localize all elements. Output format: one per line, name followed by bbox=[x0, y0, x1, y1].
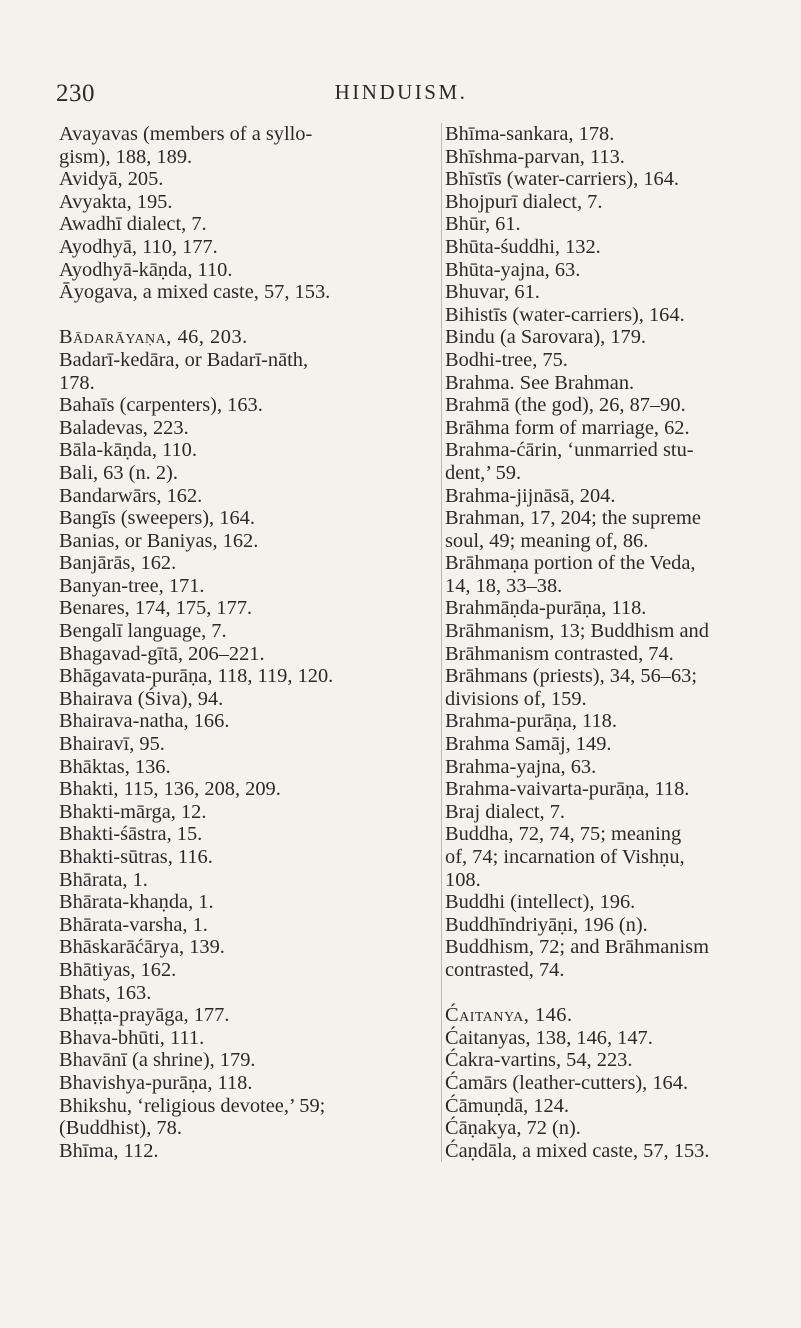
index-entry bbox=[445, 620, 797, 665]
index-entry-line: Brahma-ćārin, ‘unmarried stu- bbox=[445, 439, 694, 462]
index-entry-line: Bhairavī, 95. bbox=[59, 733, 165, 756]
index-entry bbox=[445, 1004, 797, 1027]
index-entry-line: Bhīma, 112. bbox=[59, 1139, 159, 1162]
index-entry-line: Ćāṇakya, 72 (n). bbox=[445, 1117, 581, 1140]
index-entry-line: Brahma-yajna, 63. bbox=[445, 755, 597, 778]
index-entry bbox=[445, 1095, 797, 1118]
index-entry bbox=[59, 914, 427, 937]
index-entry bbox=[59, 326, 427, 349]
index-entry bbox=[445, 349, 797, 372]
index-entry-line: Bhojpurī dialect, 7. bbox=[445, 190, 603, 213]
index-entry bbox=[445, 372, 797, 395]
index-entry-line: Brāhmanism, 13; Buddhism and bbox=[445, 620, 709, 643]
index-entry bbox=[59, 349, 427, 394]
index-entry-line: Bhūta-śuddhi, 132. bbox=[445, 235, 601, 258]
index-entry bbox=[59, 1049, 427, 1072]
index-entry bbox=[59, 710, 427, 733]
index-entry bbox=[59, 213, 427, 236]
index-entry bbox=[59, 575, 427, 598]
index-entry bbox=[59, 281, 427, 304]
index-entry-line: Bhairava-natha, 166. bbox=[59, 710, 230, 733]
index-entry-line: Bhāskarāćārya, 139. bbox=[59, 936, 225, 959]
index-entry-line: Buddhi (intellect), 196. bbox=[445, 891, 636, 914]
index-entry bbox=[445, 891, 797, 914]
index-entry-line: Bhūr, 61. bbox=[445, 213, 521, 236]
index-entry bbox=[59, 552, 427, 575]
index-entry-line: Bhārata-khaṇda, 1. bbox=[59, 891, 214, 914]
index-entry-line: Ćāmuṇdā, 124. bbox=[445, 1094, 570, 1117]
index-entry-line: Banias, or Baniyas, 162. bbox=[59, 529, 259, 552]
index-entry bbox=[59, 597, 427, 620]
index-entry-line: Ćamārs (leather-cutters), 164. bbox=[445, 1071, 689, 1094]
index-entry-line: Avidyā, 205. bbox=[59, 168, 164, 191]
index-entry-line: Bangīs (sweepers), 164. bbox=[59, 507, 255, 530]
index-entry bbox=[445, 439, 797, 484]
index-entry-line: Avayavas (members of a syllo- bbox=[59, 123, 313, 145]
index-entry bbox=[59, 394, 427, 417]
index-entry bbox=[59, 891, 427, 914]
index-entry-line: 178. bbox=[59, 371, 95, 394]
index-entry-line: Bhairava (Śiva), 94. bbox=[59, 687, 224, 710]
index-entry-line: Banjārās, 162. bbox=[59, 552, 177, 575]
index-entry-line: Buddhism, 72; and Brāhmanism bbox=[445, 936, 709, 959]
index-entry-line: Bandarwārs, 162. bbox=[59, 484, 203, 507]
index-entry bbox=[59, 869, 427, 892]
index-entry-line: divisions of, 159. bbox=[445, 687, 587, 710]
index-entry-line: Brahma-jijnāsā, 204. bbox=[445, 484, 616, 507]
index-entry-line: soul, 49; meaning of, 86. bbox=[445, 529, 649, 552]
index-entry bbox=[445, 1117, 797, 1140]
index-entry bbox=[59, 485, 427, 508]
index-entry-line: Banyan-tree, 171. bbox=[59, 574, 205, 597]
index-entry-line: (Buddhist), 78. bbox=[59, 1117, 182, 1140]
index-entry-line: Bindu (a Sarovara), 179. bbox=[445, 326, 647, 349]
index-entry-line: Bhavishya-purāṇa, 118. bbox=[59, 1071, 253, 1094]
index-entry-line: Bhikshu, ‘religious devotee,’ 59; bbox=[59, 1094, 326, 1117]
index-entry bbox=[445, 123, 797, 146]
index-entry-line: Brahmāṇda-purāṇa, 118. bbox=[445, 597, 647, 620]
index-entry-line: Bihistīs (water-carriers), 164. bbox=[445, 303, 685, 326]
index-entry-line: Ćaitanya, 146. bbox=[445, 1004, 573, 1027]
index-entry bbox=[59, 778, 427, 801]
index-entry-line: Bhakti, 115, 136, 208, 209. bbox=[59, 778, 281, 801]
index-entry-line: Bhātiyas, 162. bbox=[59, 958, 177, 981]
index-entry-line: 14, 18, 33–38. bbox=[445, 574, 563, 597]
index-entry-line: Bhīma-sankara, 178. bbox=[445, 123, 615, 145]
index-entry-line: Bhakti-mārga, 12. bbox=[59, 800, 207, 823]
index-entry bbox=[59, 1004, 427, 1027]
index-entry bbox=[445, 665, 797, 710]
index-entry-line: Bhavānī (a shrine), 179. bbox=[59, 1049, 256, 1072]
index-entry-line: Awadhī dialect, 7. bbox=[59, 213, 207, 236]
index-entry-line: Bhava-bhūti, 111. bbox=[59, 1026, 205, 1049]
index-entry-line: Bhakti-śāstra, 15. bbox=[59, 823, 203, 846]
running-title: HINDUISM. bbox=[334, 80, 468, 104]
index-entry bbox=[59, 801, 427, 824]
index-entry bbox=[445, 304, 797, 327]
index-entry bbox=[59, 756, 427, 779]
index-entry-line: Ayodhyā-kāṇda, 110. bbox=[59, 258, 233, 281]
index-entry bbox=[59, 1140, 427, 1163]
index-entry bbox=[445, 1072, 797, 1095]
index-entry bbox=[445, 485, 797, 508]
index-entry bbox=[445, 507, 797, 552]
index-entry bbox=[59, 936, 427, 959]
index-entry-line: Brahman, 17, 204; the supreme bbox=[445, 507, 701, 530]
index-entry bbox=[59, 259, 427, 282]
index-entry bbox=[445, 914, 797, 937]
index-entry-line: contrasted, 74. bbox=[445, 958, 565, 981]
index-entry-line: Brahma. See Brahman. bbox=[445, 371, 635, 394]
index-entry-line: Bhārata-varsha, 1. bbox=[59, 913, 208, 936]
index-entry bbox=[445, 281, 797, 304]
index-entry bbox=[445, 756, 797, 779]
index-entry-line: Bhats, 163. bbox=[59, 981, 152, 1004]
index-entry bbox=[59, 846, 427, 869]
index-entry-line: 108. bbox=[445, 868, 481, 891]
index-entry bbox=[59, 643, 427, 666]
index-entry-line: Bhuvar, 61. bbox=[445, 281, 540, 304]
index-entry bbox=[445, 213, 797, 236]
index-entry-line: Bahaīs (carpenters), 163. bbox=[59, 394, 263, 417]
index-entry bbox=[445, 710, 797, 733]
index-entry bbox=[445, 733, 797, 756]
index-entry-line: Bhīshma-parvan, 113. bbox=[445, 145, 625, 168]
section-gap bbox=[445, 982, 797, 1005]
section-gap bbox=[59, 304, 427, 327]
index-entry-line: Brāhmans (priests), 34, 56–63; bbox=[445, 665, 698, 688]
index-entry bbox=[59, 462, 427, 485]
index-entry-line: Brāhmaṇa portion of the Veda, bbox=[445, 552, 696, 575]
index-entry bbox=[59, 620, 427, 643]
index-entry bbox=[59, 439, 427, 462]
index-entry-line: dent,’ 59. bbox=[445, 461, 522, 484]
page-header bbox=[56, 80, 746, 114]
index-entry bbox=[59, 191, 427, 214]
index-entry bbox=[445, 1049, 797, 1072]
index-entry-line: Bali, 63 (n. 2). bbox=[59, 461, 178, 484]
index-entry bbox=[59, 733, 427, 756]
index-entry bbox=[445, 1027, 797, 1050]
index-entry bbox=[59, 507, 427, 530]
index-entry bbox=[59, 688, 427, 711]
index-entry bbox=[445, 823, 797, 891]
index-entry bbox=[59, 823, 427, 846]
index-entry-line: Braj dialect, 7. bbox=[445, 800, 566, 823]
index-entry bbox=[445, 936, 797, 981]
index-entry-line: Brahma-vaivarta-purāṇa, 118. bbox=[445, 778, 690, 801]
index-entry bbox=[59, 665, 427, 688]
index-entry bbox=[59, 168, 427, 191]
index-entry bbox=[445, 1140, 797, 1163]
index-entry-line: Benares, 174, 175, 177. bbox=[59, 597, 253, 620]
index-entry-line: Bādarāyaṇa, 46, 203. bbox=[59, 326, 248, 349]
index-entry-line: Bhāgavata-purāṇa, 118, 119, 120. bbox=[59, 665, 334, 688]
index-entry bbox=[59, 1027, 427, 1050]
index-entry-line: Brahmā (the god), 26, 87–90. bbox=[445, 394, 686, 417]
index-entry bbox=[59, 123, 427, 168]
index-column-left bbox=[59, 123, 427, 1162]
index-entry bbox=[445, 236, 797, 259]
index-entry bbox=[445, 417, 797, 440]
index-entry-line: Bhārata, 1. bbox=[59, 868, 148, 891]
page-number: 230 bbox=[56, 80, 95, 107]
index-entry-line: Brahma Samāj, 149. bbox=[445, 733, 612, 756]
index-entry bbox=[445, 552, 797, 597]
index-entry-line: Bengalī language, 7. bbox=[59, 620, 227, 643]
index-entry-line: Bodhi-tree, 75. bbox=[445, 348, 568, 371]
index-entry-line: Ćaṇdāla, a mixed caste, 57, 153. bbox=[445, 1139, 710, 1162]
index-entry bbox=[445, 326, 797, 349]
index-entry-line: Bāla-kāṇda, 110. bbox=[59, 439, 197, 462]
index-entry bbox=[445, 597, 797, 620]
index-entry-line: Buddhīndriyāṇi, 196 (n). bbox=[445, 913, 648, 936]
index-entry-line: Bhūta-yajna, 63. bbox=[445, 258, 581, 281]
index-entry-line: Brāhmanism contrasted, 74. bbox=[445, 642, 674, 665]
index-entry-line: Āyogava, a mixed caste, 57, 153. bbox=[59, 281, 331, 304]
index-entry bbox=[59, 1095, 427, 1140]
index-entry bbox=[59, 530, 427, 553]
index-entry-line: Buddha, 72, 74, 75; meaning bbox=[445, 823, 682, 846]
index-entry-line: Baladevas, 223. bbox=[59, 416, 189, 439]
index-entry bbox=[445, 168, 797, 191]
index-entry bbox=[445, 778, 797, 801]
index-entry-line: Badarī-kedāra, or Badarī-nāth, bbox=[59, 348, 309, 371]
index-entry bbox=[445, 259, 797, 282]
index-entry-line: Ćakra-vartins, 54, 223. bbox=[445, 1049, 633, 1072]
index-entry-line: Ćaitanyas, 138, 146, 147. bbox=[445, 1026, 653, 1049]
index-entry-line: Avyakta, 195. bbox=[59, 190, 173, 213]
index-entry-line: Ayodhyā, 110, 177. bbox=[59, 235, 218, 258]
index-entry bbox=[59, 417, 427, 440]
index-entry-line: of, 74; incarnation of Vishṇu, bbox=[445, 846, 685, 868]
index-entry-line: Brahma-purāṇa, 118. bbox=[445, 710, 617, 733]
index-entry bbox=[445, 146, 797, 169]
index-entry-line: Bhagavad-gītā, 206–221. bbox=[59, 642, 265, 665]
index-entry bbox=[59, 959, 427, 982]
index-entry-line: Bhāktas, 136. bbox=[59, 755, 171, 778]
index-entry bbox=[445, 394, 797, 417]
index-entry-line: Brāhma form of marriage, 62. bbox=[445, 416, 690, 439]
index-entry-line: Bhakti-sūtras, 116. bbox=[59, 846, 213, 868]
index-entry bbox=[59, 982, 427, 1005]
index-entry bbox=[445, 801, 797, 824]
index-entry-line: Bhīstīs (water-carriers), 164. bbox=[445, 168, 680, 191]
index-entry bbox=[59, 236, 427, 259]
index-entry-line: gism), 188, 189. bbox=[59, 145, 193, 168]
index-entry bbox=[445, 191, 797, 214]
index-entry bbox=[59, 1072, 427, 1095]
index-column-right bbox=[441, 123, 797, 1162]
index-entry-line: Bhaṭṭa-prayāga, 177. bbox=[59, 1004, 230, 1027]
